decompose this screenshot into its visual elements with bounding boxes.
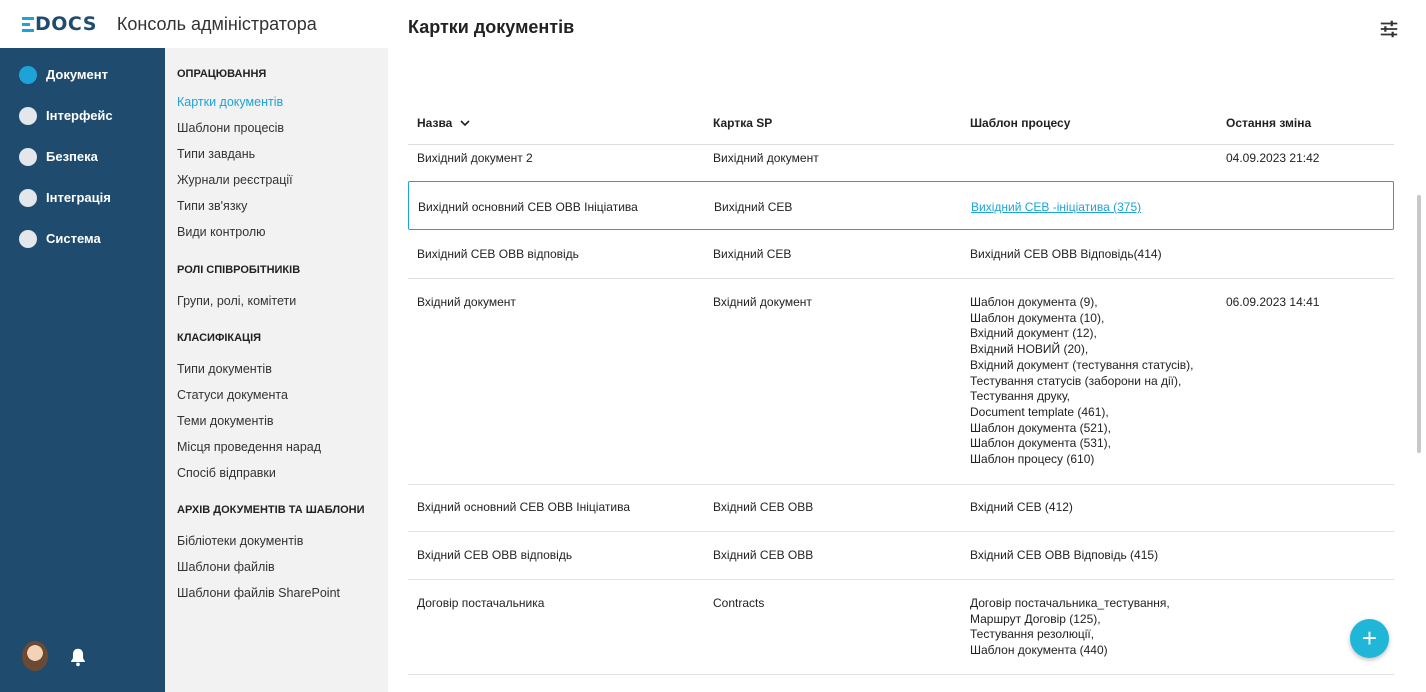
cell-name: Вихідний СЕВ ОВВ відповідь xyxy=(417,247,579,261)
nav-item-system[interactable] xyxy=(0,218,165,259)
scrollbar-thumb[interactable] xyxy=(1417,195,1421,453)
circle-icon xyxy=(19,66,37,84)
section-heading: АРХІВ ДОКУМЕНТІВ ТА ШАБЛОНИ xyxy=(177,504,365,516)
cell-template: Вхідний СЕВ ОВВ Відповідь (415) xyxy=(970,548,1159,562)
page-title: Картки документів xyxy=(408,17,575,37)
nav-item-label: Інтеграція xyxy=(46,190,111,205)
table-row[interactable] xyxy=(408,484,1394,532)
cell-sp: Вхідний СЕВ ОВВ xyxy=(713,500,814,514)
subnav-item-link-types[interactable]: Типи зв'язку xyxy=(177,199,248,213)
subnav-item-sharepoint-templates[interactable]: Шаблони файлів SharePoint xyxy=(177,586,341,600)
subnav-item-groups-roles[interactable]: Групи, ролі, комітети xyxy=(177,294,297,308)
user-avatar[interactable] xyxy=(22,641,48,671)
secondary-nav xyxy=(165,48,388,692)
subnav-item-registration-journals[interactable]: Журнали реєстрації xyxy=(177,173,293,187)
cell-date: 04.09.2023 21:42 xyxy=(1226,151,1320,165)
cell-template: Вихідний СЕВ ОВВ Відповідь(414) xyxy=(970,247,1162,261)
cell-sp: Contracts xyxy=(713,596,765,610)
subnav-item-meeting-places[interactable]: Місця проведення нарад xyxy=(177,440,322,454)
subnav-item-file-templates[interactable]: Шаблони файлів xyxy=(177,560,275,574)
table-row[interactable] xyxy=(408,145,1394,182)
template-line: Тестування резолюції, xyxy=(970,627,1095,642)
cell-template-list xyxy=(970,596,1170,659)
cell-sp: Вхідний документ xyxy=(713,295,812,309)
subnav-item-document-statuses[interactable]: Статуси документа xyxy=(177,388,288,402)
nav-item-label: Інтерфейс xyxy=(46,108,113,123)
cell-name: Вхідний документ xyxy=(417,295,516,309)
subnav-item-task-types[interactable]: Типи завдань xyxy=(177,147,256,161)
template-line: Шаблон документа (531), xyxy=(970,436,1111,451)
column-header-sp[interactable]: Картка SP xyxy=(713,116,773,130)
logo-text: DOCS xyxy=(35,13,97,35)
filter-settings-icon[interactable] xyxy=(1378,18,1400,40)
nav-item-label: Безпека xyxy=(46,149,98,164)
section-heading: КЛАСИФІКАЦІЯ xyxy=(177,332,262,344)
table-header xyxy=(408,100,1394,145)
template-link[interactable]: Вихідний СЕВ -ініціатива (375) xyxy=(971,200,1142,214)
bell-icon[interactable] xyxy=(67,646,89,668)
table-row[interactable] xyxy=(408,278,1394,485)
template-line: Вхідний документ (тестування статусів), xyxy=(970,357,1194,372)
subnav-item-document-topics[interactable]: Теми документів xyxy=(177,414,274,428)
cell-sp: Вхідний СЕВ ОВВ xyxy=(713,548,814,562)
template-line: Шаблон документа (440) xyxy=(970,643,1108,658)
add-button[interactable]: + xyxy=(1350,619,1389,658)
cell-sp: Вихідний документ xyxy=(713,151,819,165)
cell-template: Вхідний СЕВ (412) xyxy=(970,500,1073,514)
cell-template-list xyxy=(970,295,1194,468)
nav-item-document[interactable] xyxy=(0,54,165,95)
cell-name: Договір постачальника xyxy=(417,596,545,610)
column-header-date[interactable]: Остання зміна xyxy=(1226,116,1312,130)
cell-name: Вихідний основний СЕВ ОВВ Ініціатива xyxy=(418,200,638,214)
edocs-logo[interactable] xyxy=(22,13,97,35)
section-heading: ОПРАЦЮВАННЯ xyxy=(177,68,267,80)
subnav-item-control-types[interactable]: Види контролю xyxy=(177,225,266,239)
nav-item-label: Система xyxy=(46,231,101,246)
cell-name: Вхідний СЕВ ОВВ відповідь xyxy=(417,548,573,562)
logo-e-mark xyxy=(22,17,34,32)
table-row[interactable] xyxy=(408,231,1394,279)
circle-icon xyxy=(19,148,37,166)
template-line: Шаблон документа (9), xyxy=(970,295,1098,309)
circle-icon xyxy=(19,107,37,125)
template-line: Вхідний документ (12), xyxy=(970,326,1097,341)
primary-nav xyxy=(0,48,165,692)
column-header-template[interactable]: Шаблон процесу xyxy=(970,116,1071,130)
nav-item-label: Документ xyxy=(46,67,108,82)
template-line: Маршрут Договір (125), xyxy=(970,611,1101,626)
template-line: Вхідний НОВИЙ (20), xyxy=(970,342,1089,357)
section-heading: РОЛІ СПІВРОБІТНИКІВ xyxy=(177,264,301,276)
template-line: Тестування друку, xyxy=(970,389,1071,404)
nav-item-security[interactable] xyxy=(0,136,165,177)
circle-icon xyxy=(19,189,37,207)
template-line: Шаблон документа (521), xyxy=(970,420,1111,435)
template-line: Шаблон процесу (610) xyxy=(970,452,1095,467)
template-line: Договір постачальника_тестування, xyxy=(970,596,1170,610)
circle-icon xyxy=(19,230,37,248)
cell-date: 06.09.2023 14:41 xyxy=(1226,295,1320,309)
subnav-item-document-types[interactable]: Типи документів xyxy=(177,362,272,376)
cell-name: Вхідний основний СЕВ ОВВ Ініціатива xyxy=(417,500,630,514)
subnav-item-delivery-methods[interactable]: Спосіб відправки xyxy=(177,466,276,480)
subnav-item-document-libraries[interactable]: Бібліотеки документів xyxy=(177,534,304,548)
table-row[interactable] xyxy=(408,579,1394,675)
nav-item-interface[interactable] xyxy=(0,95,165,136)
cell-sp: Вихідний СЕВ xyxy=(714,200,793,214)
column-header-label: Назва xyxy=(417,116,453,130)
cell-sp: Вихідний СЕВ xyxy=(713,247,792,261)
subnav-item-process-templates[interactable]: Шаблони процесів xyxy=(177,121,285,135)
main-content xyxy=(388,0,1426,692)
app-header xyxy=(0,0,388,49)
template-line: Тестування статусів (заборони на дії), xyxy=(970,373,1182,388)
chevron-down-icon[interactable] xyxy=(459,118,471,128)
table-row-selected[interactable] xyxy=(408,181,1394,230)
cell-name: Вихідний документ 2 xyxy=(417,151,533,165)
app-title: Консоль адміністратора xyxy=(116,13,317,34)
template-line: Шаблон документа (10), xyxy=(970,310,1105,325)
table-row[interactable] xyxy=(408,531,1394,580)
column-header-name[interactable] xyxy=(417,116,471,130)
nav-item-integration[interactable] xyxy=(0,177,165,218)
subnav-item-document-cards[interactable]: Картки документів xyxy=(177,95,284,109)
template-line: Document template (461), xyxy=(970,404,1109,419)
